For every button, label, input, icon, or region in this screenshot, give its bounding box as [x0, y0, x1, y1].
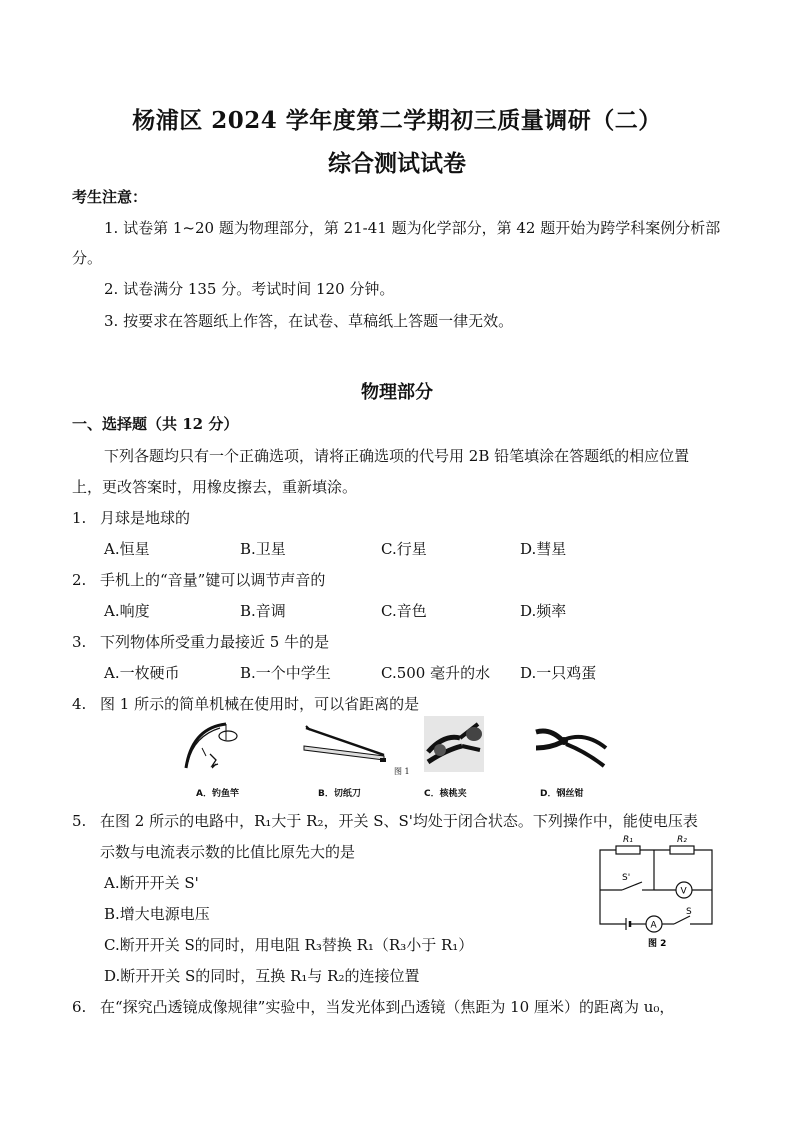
- question-stem: 下列物体所受重力最接近 5 牛的是: [100, 633, 330, 651]
- option-c: C.音色: [381, 602, 427, 620]
- question-stem: 图 1 所示的简单机械在使用时，可以省距离的是: [100, 695, 420, 713]
- notice-item-1: 1. 试卷第 1~20 题为物理部分，第 21-41 题为化学部分，第 42 题开始为跨学科案例分析部: [104, 219, 721, 237]
- figure-1: [180, 716, 610, 806]
- option-b: B.音调: [240, 602, 286, 620]
- switch-s-label: S: [686, 907, 692, 917]
- question-stem-cont: 示数与电流表示数的比值比原先大的是: [100, 843, 356, 861]
- option-c: C.行星: [381, 540, 427, 558]
- paper-cutter-illustration: [300, 724, 390, 764]
- figure-caption-a: A．钓鱼竿: [196, 789, 239, 799]
- question-stem: 手机上的“音量”键可以调节声音的: [100, 571, 326, 589]
- r2-label: R₂: [677, 835, 687, 845]
- figure-caption-b: B．切纸刀: [318, 789, 361, 799]
- instructions: 下列各题均只有一个正确选项，请将正确选项的代号用 2B 铅笔填涂在答题纸的相应位置: [104, 447, 690, 465]
- option-b: B.一个中学生: [240, 664, 331, 682]
- question-stem: 在“探究凸透镜成像规律”实验中，当发光体到凸透镜（焦距为 10 厘米）的距离为 u₀，: [100, 998, 675, 1016]
- figure-label: 图 1: [394, 767, 410, 776]
- notice-item-3: 3. 按要求在答题纸上作答，在试卷、草稿纸上答题一律无效。: [104, 312, 514, 330]
- switch-s: [674, 916, 690, 924]
- option-d: D.频率: [520, 602, 567, 620]
- instructions-cont: 上，更改答案时，用橡皮擦去，重新填涂。: [72, 478, 358, 496]
- question-number: 5.: [72, 812, 87, 830]
- exam-subtitle: 综合测试试卷: [328, 150, 466, 177]
- r1-label: R₁: [623, 835, 633, 845]
- notice-item-2: 2. 试卷满分 135 分。考试时间 120 分钟。: [104, 280, 395, 298]
- question-stem: 在图 2 所示的电路中，R₁大于 R₂，开关 S、S'均处于闭合状态。下列操作中，能使电压表: [100, 812, 698, 830]
- circuit-diagram: [594, 832, 718, 950]
- question-number: 6.: [72, 998, 87, 1016]
- question-stem: 月球是地球的: [100, 509, 191, 527]
- option-c: C.断开开关 S的同时，用电阻 R₃替换 R₁（R₃小于 R₁）: [104, 936, 474, 954]
- switch-s-prime-label: S': [622, 873, 631, 883]
- option-a: A.一枚硬币: [104, 664, 180, 682]
- question-number: 2.: [72, 571, 87, 589]
- exam-title: 杨浦区 2024 学年度第二学期初三质量调研（二）: [132, 107, 662, 134]
- switch-s-prime: [622, 882, 642, 890]
- walnut-cracker-illustration: [424, 716, 484, 772]
- option-d: D.彗星: [520, 540, 567, 558]
- resistor-r1: [616, 846, 640, 854]
- option-d: D.一只鸡蛋: [520, 664, 597, 682]
- option-b: B.卫星: [240, 540, 286, 558]
- ammeter-label: A: [650, 920, 657, 931]
- figure-caption-c: C．核桃夹: [424, 789, 467, 799]
- question-number: 1.: [72, 509, 87, 527]
- fishing-rod-illustration: [180, 718, 250, 776]
- pliers-illustration: [530, 722, 610, 772]
- option-a: A.响度: [104, 602, 150, 620]
- option-a: A.断开开关 S': [104, 874, 199, 892]
- option-d: D.断开开关 S的同时，互换 R₁与 R₂的连接位置: [104, 967, 420, 985]
- resistor-r2: [670, 846, 694, 854]
- option-b: B.增大电源电压: [104, 905, 210, 923]
- voltmeter-label: V: [680, 886, 687, 897]
- section-title: 物理部分: [361, 382, 433, 403]
- notice-heading: 考生注意：: [72, 188, 148, 206]
- question-number: 4.: [72, 695, 87, 713]
- notice-item-1-cont: 分。: [72, 249, 103, 267]
- option-a: A.恒星: [104, 540, 150, 558]
- option-c: C.500 毫升的水: [381, 664, 491, 682]
- figure-2-label: 图 2: [648, 939, 667, 949]
- question-number: 3.: [72, 633, 87, 651]
- part-heading: 一、选择题（共 12 分）: [72, 415, 239, 433]
- figure-caption-d: D．钢丝钳: [540, 789, 584, 799]
